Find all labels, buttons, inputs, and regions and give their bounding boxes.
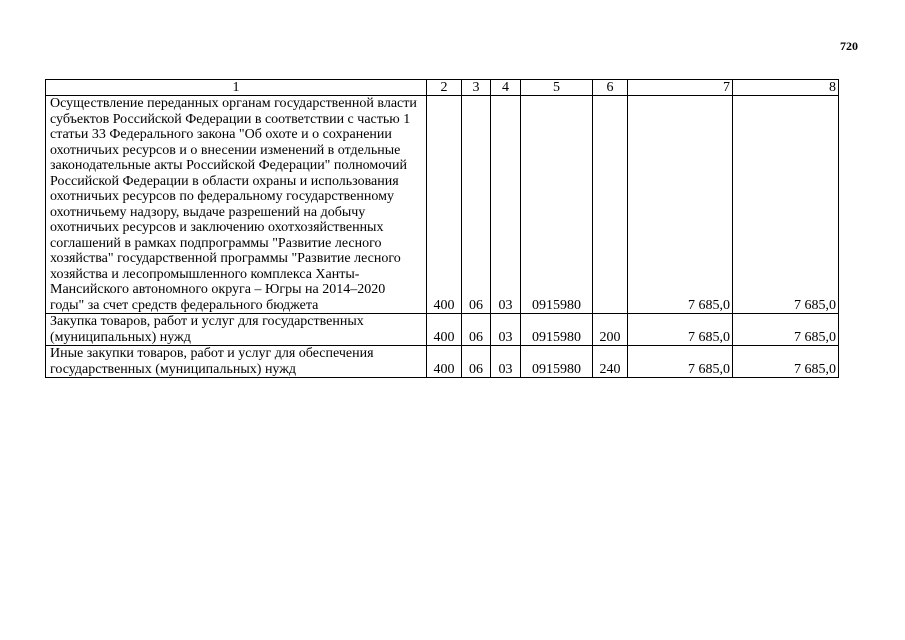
row-description: Закупка товаров, работ и услуг для государственных (муниципальных) нужд xyxy=(46,314,427,346)
row-subsection-code: 03 xyxy=(491,96,521,314)
row-expense-type: 240 xyxy=(593,346,628,378)
row-description: Иные закупки товаров, работ и услуг для обеспечения государственных (муниципальных) нужд xyxy=(46,346,427,378)
header-col-7: 7 xyxy=(628,80,733,96)
row-amount-1: 7 685,0 xyxy=(628,314,733,346)
budget-table xyxy=(45,79,839,378)
table-row xyxy=(46,314,839,346)
row-section-code: 06 xyxy=(462,96,491,314)
row-section-code: 06 xyxy=(462,314,491,346)
header-col-6: 6 xyxy=(593,80,628,96)
header-row xyxy=(46,80,839,96)
row-amount-2: 7 685,0 xyxy=(733,314,839,346)
row-expense-type xyxy=(593,96,628,314)
row-target-article: 0915980 xyxy=(521,314,593,346)
row-ministry-code: 400 xyxy=(427,96,462,314)
table-row xyxy=(46,96,839,314)
row-subsection-code: 03 xyxy=(491,346,521,378)
table-row xyxy=(46,346,839,378)
row-description: Осуществление переданных органам государственной власти субъектов Российской Федерации в соответствии с частью 1 статьи 33 Федерального закона "Об охоте и о сохранении охотничьих ресурсов и о внесении изменений в отдельные законодательные акты Российской Федерации" полномочий Российской Федерации в области охраны и использования охотничьих ресурсов по федеральному государственному охотничьему надзору, выдаче разрешений на добычу охотничьих ресурсов и заключению охотхозяйственных соглашений в рамках подпрограммы "Развитие лесного хозяйства" государственной программы "Развитие лесного хозяйства и лесопромышленного комплекса Ханты-Мансийского автономного округа – Югры на 2014–2020 годы" за счет средств федерального бюджета xyxy=(46,96,427,314)
row-expense-type: 200 xyxy=(593,314,628,346)
header-col-1: 1 xyxy=(46,80,427,96)
header-col-2: 2 xyxy=(427,80,462,96)
header-col-4: 4 xyxy=(491,80,521,96)
row-target-article: 0915980 xyxy=(521,96,593,314)
row-amount-2: 7 685,0 xyxy=(733,346,839,378)
header-col-5: 5 xyxy=(521,80,593,96)
page-number: 720 xyxy=(840,39,858,53)
header-col-3: 3 xyxy=(462,80,491,96)
row-ministry-code: 400 xyxy=(427,346,462,378)
row-target-article: 0915980 xyxy=(521,346,593,378)
row-amount-2: 7 685,0 xyxy=(733,96,839,314)
header-col-8: 8 xyxy=(733,80,839,96)
row-amount-1: 7 685,0 xyxy=(628,346,733,378)
row-section-code: 06 xyxy=(462,346,491,378)
row-ministry-code: 400 xyxy=(427,314,462,346)
row-amount-1: 7 685,0 xyxy=(628,96,733,314)
row-subsection-code: 03 xyxy=(491,314,521,346)
